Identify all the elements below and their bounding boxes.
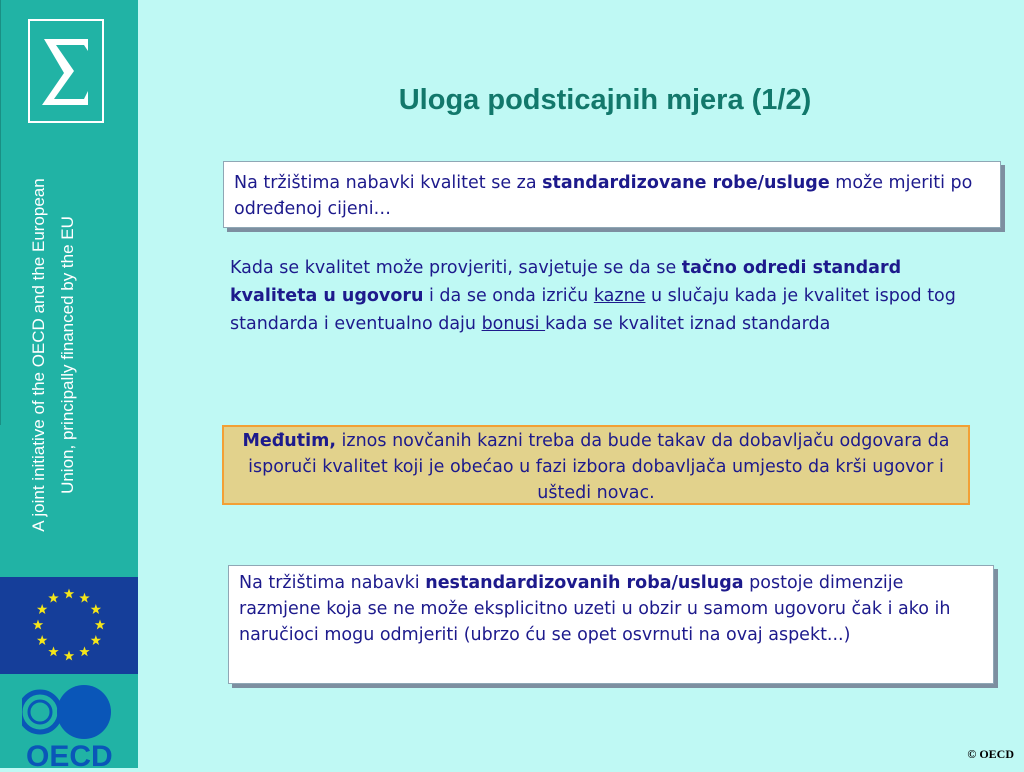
sidebar-caption-line2: Union, principally financed by the EU — [58, 216, 77, 494]
sidebar — [0, 0, 138, 768]
eu-flag-icon — [0, 577, 138, 674]
box4-text-bold: nestandardizovanih roba/usluga — [425, 573, 744, 593]
para-text-2: i da se onda izriču — [423, 286, 594, 306]
standardized-goods-box — [223, 161, 1001, 228]
box4-text-pre: Na tržištima nabavki — [239, 573, 426, 593]
sigma-icon — [28, 19, 104, 123]
para-text-3: u slučaju kada je kvalitet ispod tog standarda i eventualno daju — [230, 286, 956, 334]
quality-paragraph — [230, 254, 990, 338]
highlight-text: iznos novčanih kazni treba da bude takav da dobavljaču odgovara da isporuči kvalitet koji je obećao u fazi izbora dobavljača umjesto da krši ugovor i uštedi novac. — [248, 431, 950, 503]
box1-text-pre: Na tržištima nabavki kvalitet se za — [234, 173, 543, 193]
slide-title: Uloga podsticajnih mjera (1/2) — [398, 84, 812, 116]
sidebar-caption — [24, 125, 114, 585]
eu-star-icon — [33, 620, 43, 630]
eu-star-icon — [91, 635, 101, 645]
box1-text-post: može mjeriti po određenoj cijeni… — [234, 173, 973, 219]
copyright-notice: © OECD — [967, 747, 1014, 761]
eu-star-icon — [37, 604, 47, 614]
sidebar-caption-line1: A joint initiative of the OECD and the European — [29, 178, 48, 532]
eu-star-icon — [48, 646, 58, 656]
box1-text-bold: standardizovane robe/usluge — [542, 173, 830, 193]
eu-star-icon — [79, 646, 89, 656]
eu-star-icon — [64, 651, 74, 661]
bonusi-link[interactable]: bonusi — [481, 314, 546, 334]
non-standardized-goods-box — [228, 565, 994, 684]
kazne-link[interactable]: kazne — [593, 286, 646, 306]
highlight-bold: Međutim, — [242, 431, 336, 451]
eu-star-icon — [48, 593, 58, 603]
para-bold-1: tačno odredi standard kvaliteta u ugovoru — [230, 258, 902, 306]
eu-star-icon — [37, 635, 47, 645]
eu-star-icon — [64, 589, 74, 599]
box4-text-post: postoje dimenzije razmjene koja se ne može eksplicitno uzeti u obzir u samom ugovoru čak i ako ih naručioci mogu odmjeriti (ubrzo ću se opet osvrnuti na ovaj aspekt...) — [239, 573, 951, 645]
eu-star-icon — [79, 593, 89, 603]
oecd-wordmark: OECD — [26, 740, 113, 768]
eu-star-icon — [95, 620, 105, 630]
para-text-1: Kada se kvalitet može provjeriti, savjetuje se da se — [230, 258, 682, 278]
oecd-logo-icon — [22, 678, 118, 768]
sidebar-divider — [0, 0, 1, 425]
eu-star-icon — [91, 604, 101, 614]
para-text-4: kada se kvalitet iznad standarda — [545, 314, 831, 334]
highlight-box — [222, 425, 970, 505]
